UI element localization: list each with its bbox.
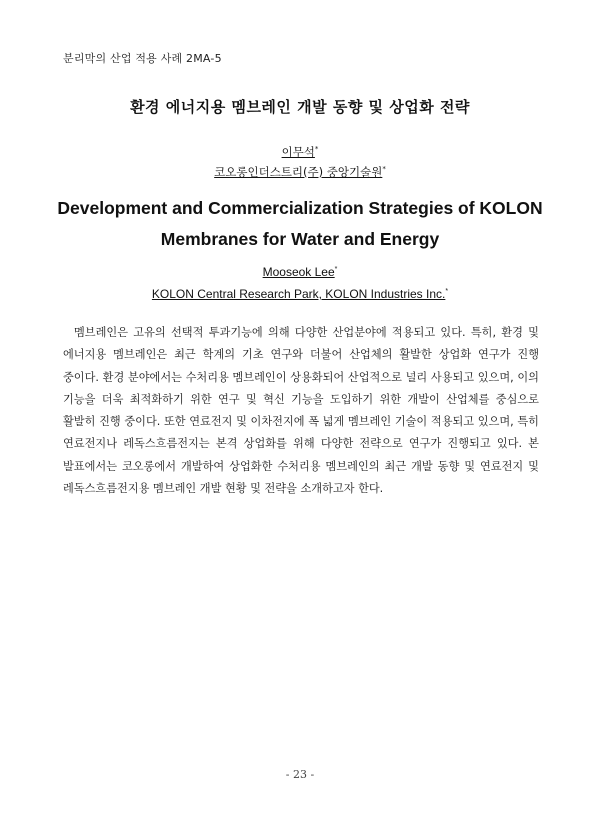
korean-author [0,144,600,160]
english-author-name: Mooseok Lee [262,265,335,279]
korean-author-name: 이무석 [281,145,315,159]
korean-title: 환경 에너지용 멤브레인 개발 동향 및 상업화 전략 [130,98,470,116]
page-number: - 23 - [285,768,315,781]
english-affiliation [0,287,600,301]
korean-author-mark: * [314,145,319,154]
english-title: Development and Commercialization Strategies of KOLON Membranes for Water and Energy [57,198,543,249]
abstract-paragraph: 멤브레인은 고유의 선택적 투과기능에 의해 다양한 산업분야에 적용되고 있다. 특히, 환경 및 에너지용 멤브레인은 최근 학계의 기초 연구와 더불어 산업체의 활발한 상업화 연구가 진행 중이다. 환경 분야에서는 수처리용 멤브레인이 상용화되어 산업적으로 널리 사용되고 있으며, 이의 기능을 더욱 최적화하기 위한 연구 및 혁신 기능을 도입하기 위한 개발이 산업체를 중심으로 활발히 진행 중이다. 또한 연료전지 및 이차전지에 폭 넓게 멤브레인 기술이 적용되고 있으며, 특히 연료전지나 레독스흐름전지는 본격 상업화를 위해 다양한 전략으로 연구가 진행되고 있다. 본 발표에서는 코오롱에서 개발하여 상업화한 수처리용 멤브레인의 최근 개발 동향 및 연료전지 및 레독스흐름전지용 멤브레인 개발 현황 및 전략을 소개하고자 한다. [63,326,539,496]
english-author [0,265,600,279]
korean-affiliation [0,164,600,180]
running-head: 분리막의 산업 적용 사례 2MA-5 [63,52,222,65]
korean-affiliation-name: 코오롱인더스트리(주) 중앙기술원 [214,165,383,179]
english-affiliation-mark: * [445,288,449,295]
korean-affiliation-mark: * [382,165,386,174]
english-author-mark: * [334,266,338,273]
english-affiliation-name: KOLON Central Research Park, KOLON Industries Inc. [151,287,446,301]
